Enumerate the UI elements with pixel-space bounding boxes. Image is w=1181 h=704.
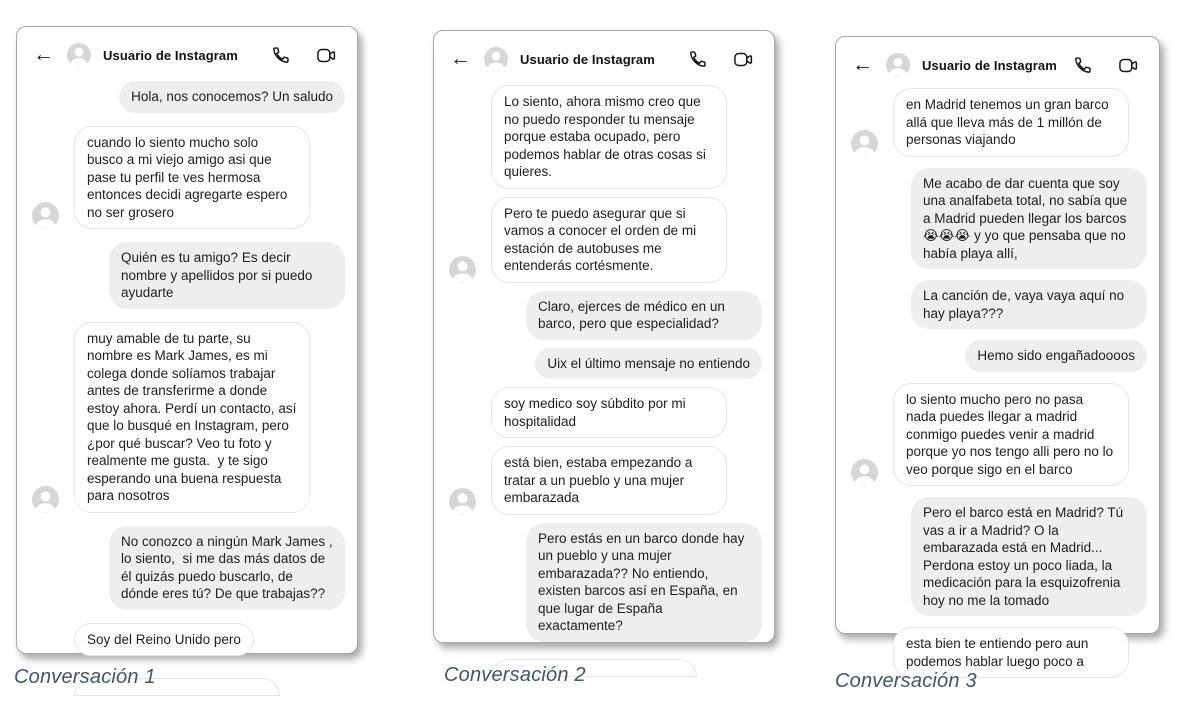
message-bubble: lo siento mucho pero no pasa nada puedes llegar a madrid conmigo puedes venir a madrid porque yo nos tengo alli pero no lo veo porque sigo en el barco	[893, 383, 1129, 487]
message-bubble: esta bien te entiendo pero aun podemos hablar luego poco a	[893, 627, 1129, 678]
instagram-chat-screenshot-1	[16, 26, 358, 654]
message-bubble: muy amable de tu parte, su nombre es Mark James, es mi colega donde solíamos trabajar antes de transferirme a donde estoy ahora. Perdí un contacto, así que lo busqué en Instagram, pero ¿por qué buscar? Veo tu foto y realmente me gusta. y te sigo esperando una buena respuesta para nosotros	[74, 322, 310, 513]
contact-name[interactable]: Usuario de Instagram	[520, 51, 655, 67]
message-row	[32, 526, 345, 610]
message-row	[32, 126, 345, 230]
sender-avatar[interactable]	[851, 130, 878, 157]
header-actions	[1072, 55, 1139, 76]
back-icon[interactable]: ←	[450, 47, 471, 70]
chat-header	[836, 37, 1159, 83]
message-row	[851, 383, 1147, 487]
message-bubble: Soy del Reino Unido pero	[74, 623, 254, 657]
sender-avatar[interactable]	[449, 488, 476, 515]
call-icon[interactable]	[270, 45, 291, 66]
message-row	[449, 291, 762, 340]
message-list	[836, 83, 1159, 678]
message-row	[851, 497, 1147, 616]
message-row	[851, 280, 1147, 329]
message-bubble: No conozco a ningún Mark James , lo siento, si me das más datos de él quizás puedo buscarlo, de dónde eres tú? De que trabajas??	[109, 526, 345, 610]
header-actions	[687, 49, 754, 70]
message-row	[32, 242, 345, 309]
message-row	[851, 88, 1147, 157]
video-call-icon[interactable]	[316, 45, 337, 66]
message-bubble: en Madrid tenemos un gran barco allá que lleva más de 1 millón de personas viajando	[893, 88, 1129, 157]
message-row	[449, 85, 762, 189]
message-bubble: Me acabo de dar cuenta que soy una analfabeta total, no sabía que a Madrid pueden llegar los barcos 😭😭😭 y yo que pensaba que no había playa allí,	[911, 168, 1147, 270]
video-call-icon[interactable]	[1118, 55, 1139, 76]
message-row	[32, 322, 345, 513]
message-bubble: Pero el barco está en Madrid? Tú vas a ir a Madrid? O la embarazada está en Madrid... Perdona estoy un poco liada, la medicación para la esquizofrenia hoy no me la tomado	[911, 497, 1147, 616]
call-icon[interactable]	[687, 49, 708, 70]
message-bubble: La canción de, vaya vaya aquí no hay playa???	[911, 280, 1147, 329]
sender-avatar[interactable]	[851, 459, 878, 486]
contact-name[interactable]: Usuario de Instagram	[922, 57, 1057, 73]
screenshot-caption: Conversación 2	[444, 664, 586, 686]
message-bubble: Quién es tu amigo? Es decir nombre y apellidos por si puedo ayudarte	[109, 242, 345, 309]
message-bubble: Hola, nos conocemos? Un saludo	[119, 81, 345, 113]
header-actions	[270, 45, 337, 66]
message-row	[449, 523, 762, 642]
message-bubble: Claro, ejerces de médico en un barco, pero que especialidad?	[526, 291, 762, 340]
message-row	[32, 81, 345, 113]
sender-avatar[interactable]	[32, 202, 59, 229]
message-bubble: Pero te puedo asegurar que si vamos a conocer el orden de mi estación de autobuses me entenderás cortésmente.	[491, 197, 727, 283]
message-bubble: Hemo sido engañadoooos	[965, 340, 1147, 372]
chat-header	[17, 27, 357, 73]
message-bubble: Pero estás en un barco donde hay un pueblo y una mujer embarazada?? No entiendo, existen barcos así en España, en que lugar de España exactamente?	[526, 523, 762, 642]
back-icon[interactable]: ←	[33, 43, 54, 66]
chat-header	[434, 31, 774, 77]
message-row	[449, 348, 762, 380]
contact-avatar[interactable]	[67, 43, 91, 67]
message-bubble: Lo siento, ahora mismo creo que no puedo responder tu mensaje porque estaba ocupado, pero podemos hablar de otras cosas si quieres.	[491, 85, 727, 189]
message-bubble: cuando lo siento mucho solo busco a mi viejo amigo asi que pase tu perfil te ves hermosa entonces decidi agregarte espero no ser grosero	[74, 126, 310, 230]
message-bubble: Uix el último mensaje no entiendo	[535, 348, 762, 380]
call-icon[interactable]	[1072, 55, 1093, 76]
sender-avatar[interactable]	[449, 256, 476, 283]
sender-avatar[interactable]	[32, 486, 59, 513]
instagram-chat-screenshot-3	[835, 36, 1160, 669]
contact-name[interactable]: Usuario de Instagram	[103, 47, 238, 63]
message-row	[851, 168, 1147, 270]
screenshot-caption: Conversación 1	[14, 666, 156, 688]
video-call-icon[interactable]	[733, 49, 754, 70]
back-icon[interactable]: ←	[852, 53, 873, 76]
contact-avatar[interactable]	[886, 53, 910, 77]
message-row	[449, 387, 762, 438]
message-bubble: está bien, estaba empezando a tratar a un pueblo y una mujer embarazada	[491, 446, 727, 515]
message-row	[851, 340, 1147, 372]
message-row	[449, 446, 762, 515]
instagram-chat-screenshot-2	[433, 30, 775, 643]
message-row	[449, 197, 762, 283]
message-list	[434, 77, 774, 677]
screenshot-caption: Conversación 3	[835, 670, 977, 692]
message-row	[32, 623, 345, 657]
message-bubble: soy medico soy súbdito por mi hospitalidad	[491, 387, 727, 438]
contact-avatar[interactable]	[484, 47, 508, 71]
message-list	[17, 73, 357, 696]
